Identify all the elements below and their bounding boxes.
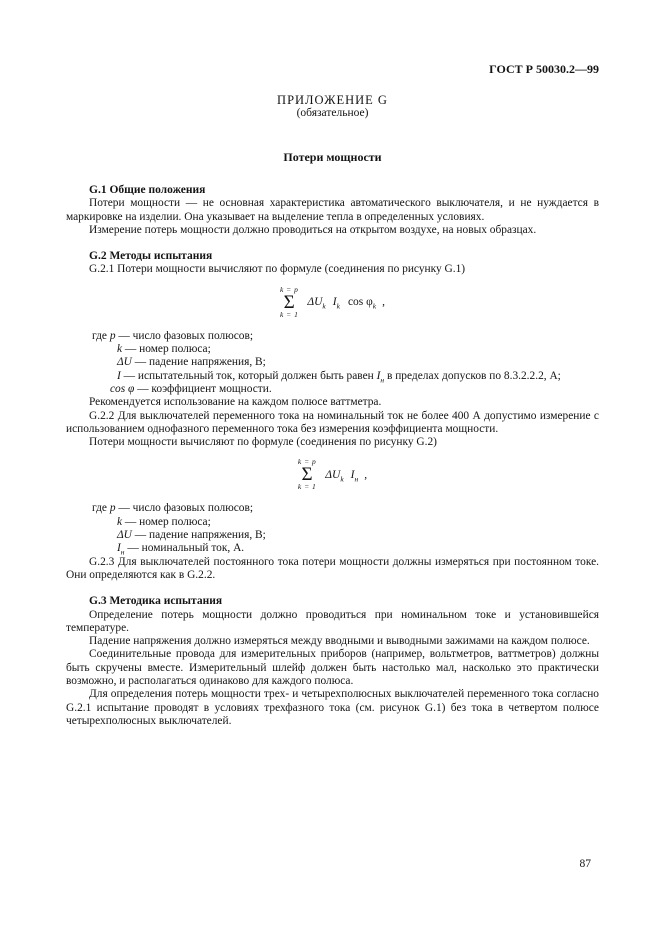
- formula-g2: [66, 458, 599, 491]
- where-item: где p — число фазовых полюсов;: [92, 329, 253, 342]
- where-item: ΔU — падение напряжения, В;: [117, 529, 266, 542]
- paragraph-g3-4: Для определения потерь мощности трех- и четырехполюсных выключателей переменного тока согласно G.2.1 испытание проводят в условиях трехфазного тока (см. рисунок G.1) без тока в четвертом полюсе четырехполюсных выключателей.: [66, 688, 599, 727]
- paragraph-g1-2: Измерение потерь мощности должно проводиться на открытом воздухе, на новых образцах.: [89, 223, 537, 236]
- paragraph-g21: G.2.1 Потери мощности вычисляют по формуле (соединения по рисунку G.1): [89, 263, 466, 276]
- where-list-1: [92, 330, 599, 396]
- sum-lower-limit: k = 1: [297, 482, 317, 492]
- paragraph-g22: G.2.2 Для выключателей переменного тока на номинальный ток не более 400 А допустимо измерение с использованием однофазного переменного тока без измерения коэффициента мощности.: [66, 409, 599, 435]
- where-item: ΔU — падение напряжения, В;: [117, 356, 266, 369]
- where-list-2: [92, 502, 599, 555]
- formula-expression: $\Delta U_k$ $I_н$ ,: [325, 468, 368, 484]
- appendix-note: (обязательное): [296, 107, 369, 119]
- doc-number: ГОСТ Р 50030.2—99: [489, 62, 599, 76]
- formula-expression: $\Delta U_k$ $I_k$ $\cos \varphi_k$ ,: [307, 296, 386, 311]
- paragraph-g3-2: Падение напряжения должно измеряться между вводными и выводными зажимами на каждом полюсе.: [89, 635, 590, 648]
- paragraph-g23: G.2.3 Для выключателей постоянного тока потери мощности должны измеряться при постоянном токе. Они определяются как в G.2.2.: [66, 555, 599, 581]
- where-item: cos φ — коэффициент мощности.: [110, 382, 272, 395]
- sigma-glyph: Σ: [301, 464, 313, 486]
- where-item: k — номер полюса;: [117, 343, 211, 356]
- paragraph-g1-1: Потери мощности — не основная характеристика автоматического выключателя, и не нуждается в маркировке на изделии. Она указывает на выделение тепла в определенных условиях.: [66, 197, 599, 223]
- section-heading-g3: G.3 Методика испытания: [89, 595, 223, 608]
- paragraph-g22b: Потери мощности вычисляют по формуле (соединения по рисунку G.2): [89, 436, 437, 449]
- paragraph-recommend: Рекомендуется использование на каждом полюсе ваттметра.: [89, 396, 382, 409]
- sum-upper-limit: k = p: [279, 284, 299, 294]
- sigma-glyph: Σ: [283, 291, 295, 313]
- where-item: где p — число фазовых полюсов;: [92, 502, 253, 515]
- sum-lower-limit: k = 1: [279, 309, 299, 319]
- page-number: 87: [579, 858, 591, 870]
- where-item: $I_н$ — номинальный ток, А.: [117, 542, 245, 557]
- document-title: Потери мощности: [283, 150, 382, 164]
- paragraph-g3-3: Соединительные провода для измерительных приборов (например, вольтметров, ваттметров) должны быть скручены вместе. Измерительный шлейф должен быть настолько мал, насколько это практически возможно, и располагаться одинаково для каждого полюса.: [66, 648, 599, 688]
- where-item: k — номер полюса;: [117, 515, 211, 528]
- summation-symbol: [280, 286, 298, 319]
- paragraph-g3-1: Определение потерь мощности должно проводиться при номинальном токе и установившейся температуре.: [66, 608, 599, 634]
- where-item: I — испытательный ток, который должен быть равен $I_н$ в пределах допусков по 8.3.2.2.2, А;: [117, 369, 561, 384]
- section-heading-g2: G.2 Методы испытания: [89, 250, 213, 263]
- formula-g1: [66, 286, 599, 319]
- section-heading-g1: G.1 Общие положения: [89, 184, 206, 196]
- summation-symbol: [298, 458, 316, 491]
- appendix-label: ПРИЛОЖЕНИЕ G: [277, 93, 388, 107]
- sum-upper-limit: k = p: [297, 457, 317, 467]
